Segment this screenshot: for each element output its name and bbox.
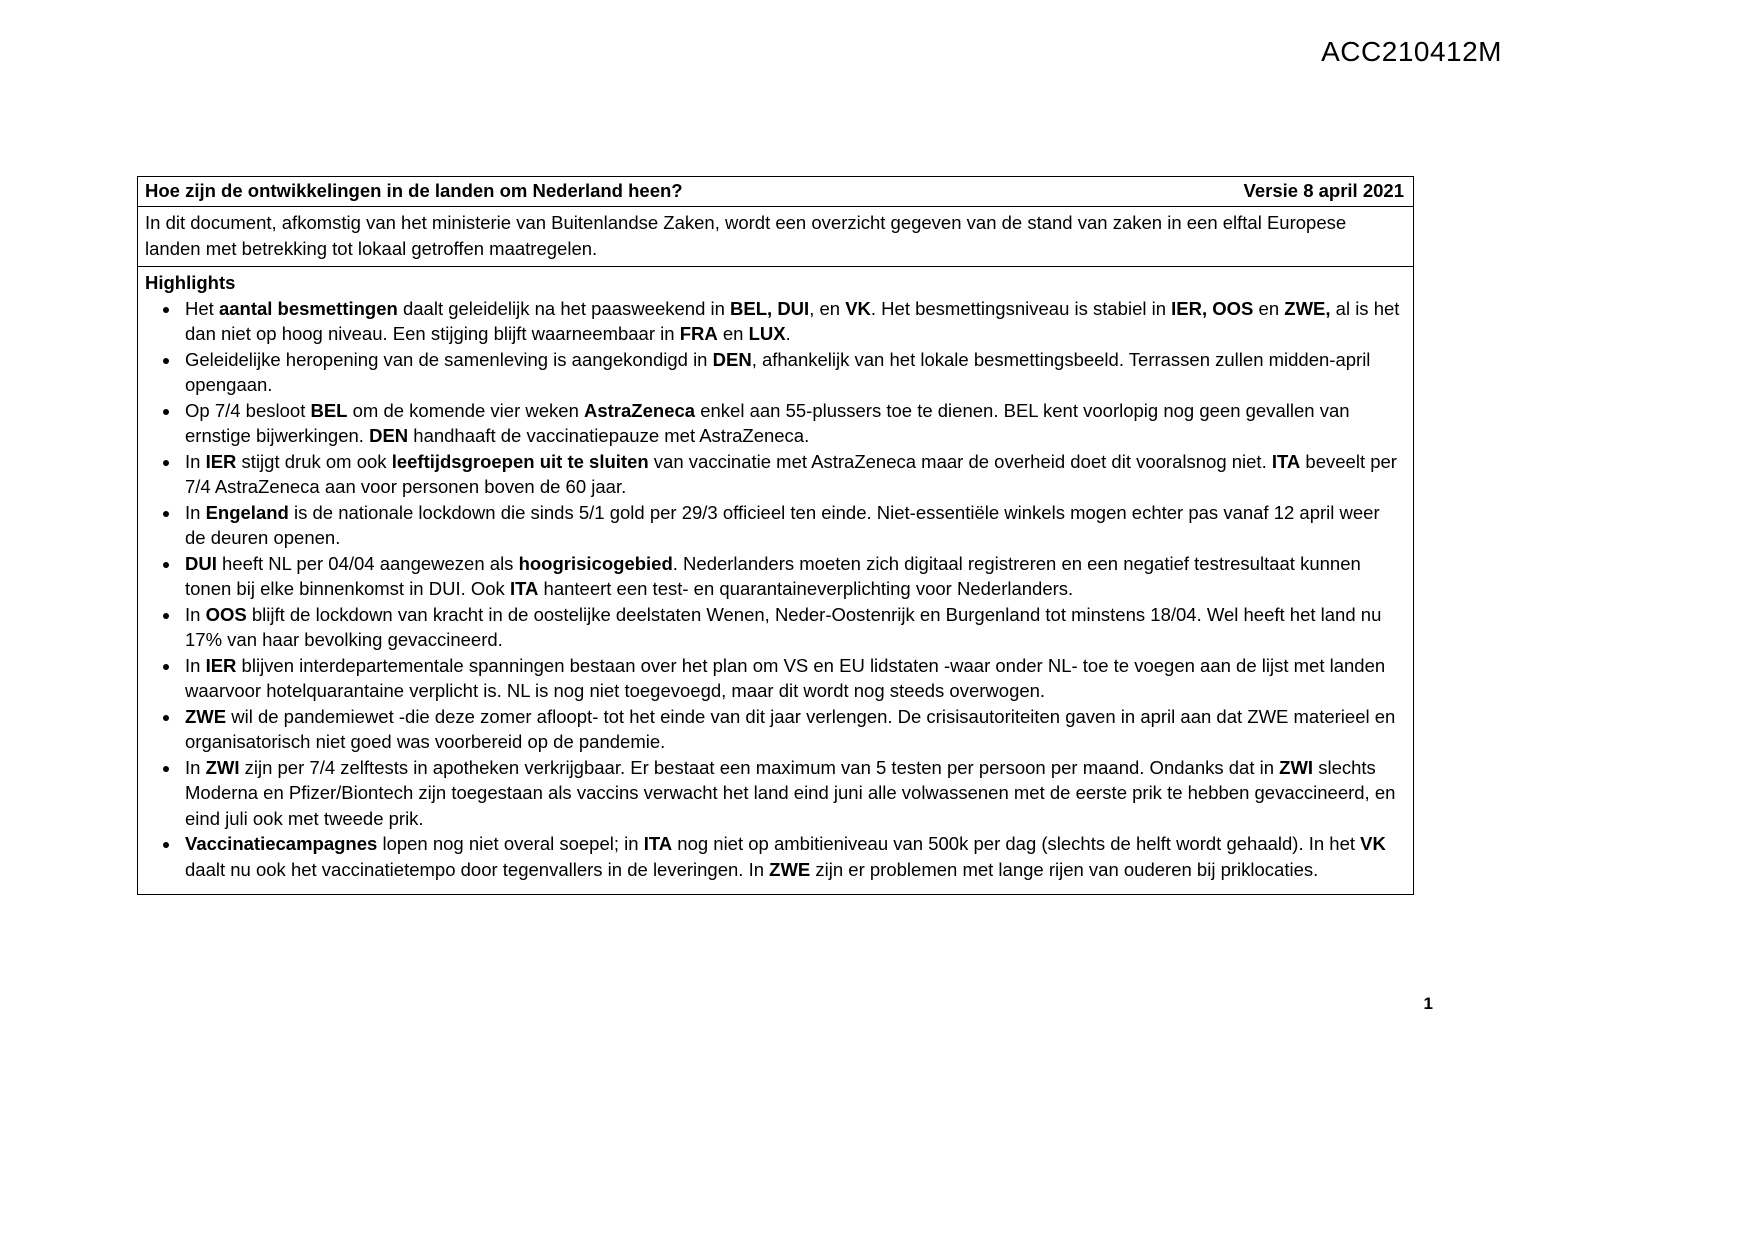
text-segment: Op 7/4 besloot [185,399,311,421]
text-segment: ZWE [769,858,811,880]
highlights-list [145,296,1404,883]
text-segment: ZWI [205,756,240,778]
bullet-item [181,296,1404,347]
bullet-item [181,398,1404,449]
text-segment: ZWI [1279,756,1314,778]
text-segment: daalt nu ook het vaccinatietempo door tegenvallers in de leveringen. In [185,858,770,880]
text-segment: , afhankelijk van het lokale besmettingsbeeld. Terrassen zullen midden-april opengaan. [185,348,1371,395]
intro-text: In dit document, afkomstig van het ministerie van Buitenlandse Zaken, wordt een overzicht gegeven van de stand van zaken in een elftal Europese landen met betrekking tot lokaal getroffen maatregelen. [145,212,1347,259]
text-segment: LUX [748,323,786,344]
text-segment: om de komende vier weken [347,399,584,421]
table-header-row [138,177,1413,207]
text-segment: hoogrisicogebied [518,552,673,574]
bullet-item [181,449,1404,500]
text-segment: Geleidelijke heropening van de samenleving is aangekondigd in [185,348,713,370]
bullet-item [181,653,1404,704]
overview-table [137,176,1414,895]
text-segment: OOS [205,603,247,625]
bullet-item [181,755,1404,832]
text-segment: . [785,323,791,344]
text-segment: handhaaft de vaccinatiepauze met AstraZeneca. [408,425,810,446]
text-segment: ZWE, [1284,297,1331,319]
text-segment: leeftijdsgroepen uit te sluiten [391,450,649,472]
text-segment: In [185,654,206,676]
version-label: Versie 8 april 2021 [1243,180,1404,201]
text-segment: In [185,756,206,778]
text-segment: blijven interdepartementale spanningen bestaan over het plan om VS en EU lidstaten -waar onder NL- toe te voegen aan de lijst met landen waarvoor hotelquarantaine verplicht is. NL is nog niet toegevoegd, maar dit wordt nog steeds overwogen. [185,654,1386,701]
text-segment: is de nationale lockdown die sinds 5/1 gold per 29/3 officieel ten einde. Niet-essentiële winkels mogen echter pas vanaf 12 april weer de deuren openen. [185,501,1380,548]
text-segment: VK [1360,833,1386,854]
text-segment: heeft NL per 04/04 aangewezen als [216,552,519,574]
text-segment: VK [845,297,871,319]
text-segment: van vaccinatie met AstraZeneca maar de overheid doet dit vooralsnog niet. [648,450,1272,472]
text-segment: Vaccinatiecampagnes [185,833,378,854]
bullet-item [181,551,1404,602]
text-segment: beveelt per 7/4 AstraZeneca aan voor personen boven de 60 jaar. [185,450,1397,497]
table-title: Hoe zijn de ontwikkelingen in de landen om Nederland heen? [145,180,683,201]
text-segment: en [1253,297,1285,319]
text-segment: FRA [679,323,718,344]
text-segment: stijgt druk om ook [236,450,392,472]
text-segment: ITA [643,833,673,854]
document-code: ACC210412M [1321,36,1502,67]
text-segment: en [717,323,749,344]
text-segment: , en [809,297,846,319]
text-segment: al is het dan niet op hoog niveau. Een stijging blijft waarneembaar in [185,297,1400,344]
text-segment: ITA [1271,450,1301,472]
bullet-item [181,500,1404,551]
text-segment: blijft de lockdown van kracht in de oostelijke deelstaten Wenen, Neder-Oostenrijk en Burgenland tot minstens 18/04. Wel heeft het land nu 17% van haar bevolking gevaccineerd. [185,603,1382,650]
text-segment: DEN [712,348,752,370]
text-segment: AstraZeneca [584,399,696,421]
intro-row [138,207,1413,267]
text-segment: . Het besmettingsniveau is stabiel in [870,297,1172,319]
text-segment: zijn per 7/4 zelftests in apotheken verkrijgbaar. Er bestaat een maximum van 5 testen per persoon per maand. Ondanks dat in [239,756,1280,778]
text-segment: hanteert een test- en quarantaineverplichting voor Nederlanders. [538,578,1074,599]
text-segment: slechts Moderna en Pfizer/Biontech zijn toegestaan als vaccins verwacht het land eind juni alle volwassenen met de eerste prik te hebben gevaccineerd, en eind juli ook met tweede prik. [185,756,1396,829]
text-segment: wil de pandemiewet -die deze zomer afloopt- tot het einde van dit jaar verlengen. De crisisautoriteiten gaven in april aan dat ZWE materieel en organisatorisch niet goed was voorbereid op de pandemie. [185,705,1396,752]
text-segment: In [185,603,206,625]
text-segment: zijn er problemen met lange rijen van ouderen bij priklocaties. [810,858,1319,880]
text-segment: IER [205,450,237,472]
text-segment: DEN [369,425,409,446]
text-segment: aantal besmettingen [218,297,398,319]
text-segment: ZWE [185,705,227,727]
text-segment: Engeland [205,501,289,523]
text-segment: BEL, DUI [730,297,810,319]
bullet-item [181,704,1404,755]
text-segment: . Nederlanders moeten zich digitaal registreren en een negatief testresultaat kunnen tonen bij elke binnenkomst in DUI. Ook [185,552,1361,599]
text-segment: IER, OOS [1171,297,1254,319]
bullet-item [181,347,1404,398]
text-segment: BEL [310,399,348,421]
highlights-row [138,267,1413,894]
text-segment: daalt geleidelijk na het paasweekend in [397,297,731,319]
text-segment: nog niet op ambitieniveau van 500k per dag (slechts de helft wordt gehaald). In het [672,833,1361,854]
text-segment: Het [185,297,219,319]
text-segment: lopen nog niet overal soepel; in [377,833,644,854]
page-number: 1 [1423,994,1433,1013]
text-segment: In [185,501,206,523]
text-segment: enkel aan 55-plussers toe te dienen. BEL kent voorlopig nog geen gevallen van ernstige bijwerkingen. [185,399,1350,446]
highlights-title: Highlights [145,272,236,293]
bullet-item [181,602,1404,653]
bullet-item [181,831,1404,882]
text-segment: ITA [509,578,539,599]
text-segment: DUI [185,552,217,574]
text-segment: In [185,450,206,472]
text-segment: IER [205,654,237,676]
